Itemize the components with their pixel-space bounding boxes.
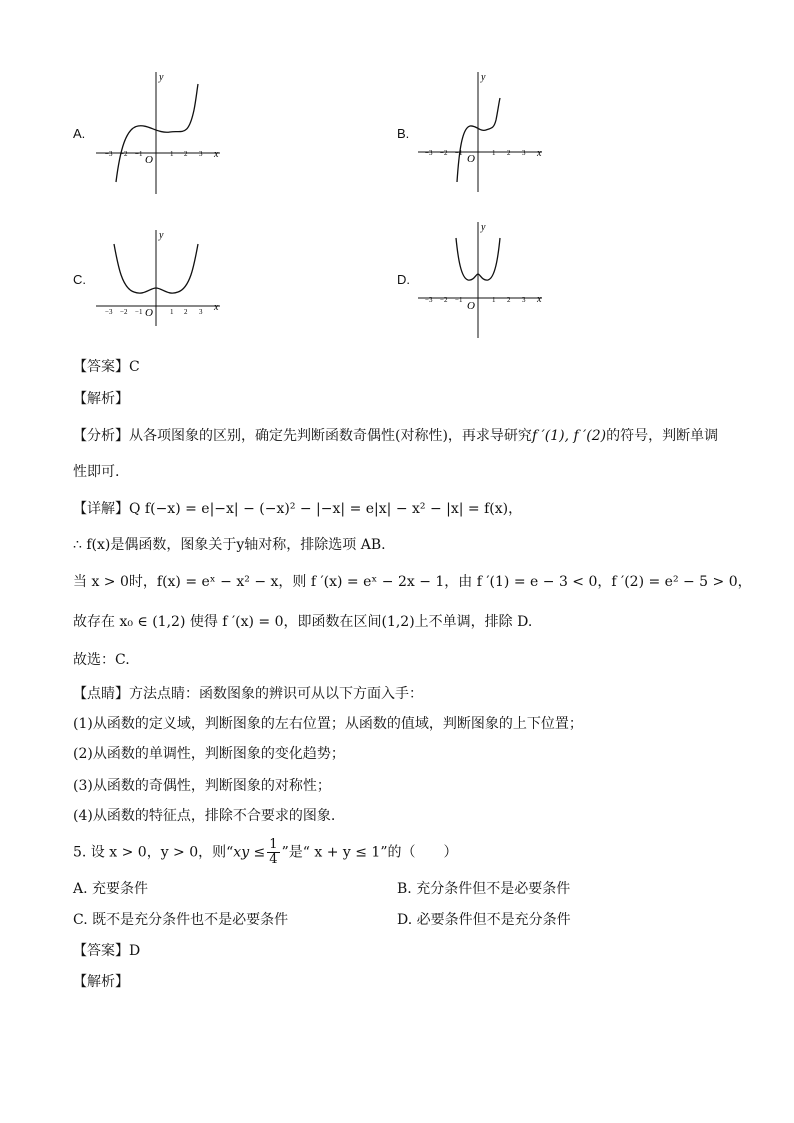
dianjing-text: 方法点睛：函数图象的辨识可从以下方面入手： — [129, 686, 423, 702]
tick-neg3: −3 — [105, 308, 113, 316]
tick-1: 1 — [492, 149, 496, 157]
fenxi-tag: 【分析】 — [73, 428, 129, 444]
q5-option-b-label: B. — [397, 881, 412, 897]
option-d-label: D. — [397, 272, 410, 287]
graph-c — [96, 226, 226, 330]
dianjing-item-3: (3)从函数的奇偶性，判断图象的对称性； — [73, 778, 331, 794]
q5-stem-c: ”是“ x + y ≤ 1”的（ ） — [281, 844, 458, 861]
tick-neg1: −1 — [135, 150, 143, 158]
fenxi-text: 从各项图象的区别，确定先判断函数奇偶性(对称性)，再求导研究 — [129, 428, 532, 444]
x-axis-label: x — [537, 294, 542, 305]
tick-1: 1 — [170, 150, 174, 158]
q5-option-c-text: 既不是充分条件也不是必要条件 — [92, 912, 289, 928]
q5-frac-num: 1 — [269, 837, 278, 852]
x-axis-label: x — [214, 149, 219, 160]
tick-2: 2 — [507, 296, 511, 304]
xiangjie-line-1 — [73, 499, 522, 519]
q5-option-d-text: 必要条件但不是充分条件 — [416, 912, 571, 928]
tick-neg3: −3 — [425, 149, 433, 157]
tick-3: 3 — [199, 150, 203, 158]
q5-option-a[interactable] — [73, 879, 148, 899]
q5-frac-den: 4 — [269, 852, 278, 867]
tick-neg1: −1 — [455, 149, 463, 157]
x-axis-label: x — [537, 148, 542, 159]
answer-tag: 【答案】 — [73, 359, 129, 375]
fenxi-line-1 — [73, 426, 718, 446]
origin-label: O — [467, 300, 475, 312]
xiangjie-eq: Q f(−x) = e|−x| − (−x)² − |−x| = e|x| − x² − |x| = f(x)， — [129, 501, 523, 517]
q5-fraction — [267, 838, 279, 867]
q5-option-d-label: D. — [397, 912, 413, 928]
q5-option-c-label: C. — [73, 912, 88, 928]
tick-neg1: −1 — [455, 296, 463, 304]
fenxi-expr: f ′(1), f ′(2) — [531, 428, 607, 444]
dianjing-tag: 【点睛】 — [73, 686, 129, 702]
q5-option-c[interactable] — [73, 910, 288, 930]
x-axis-label: x — [214, 302, 219, 313]
xiangjie-line-4: 故存在 x₀ ∈ (1,2) 使得 f ′(x) = 0，即函数在区间(1,2)上不单调，排除 D. — [73, 614, 533, 630]
tick-3: 3 — [522, 149, 526, 157]
q5-option-d[interactable] — [397, 910, 571, 930]
xiangjie-line-2: ∴ f(x)是偶函数，图象关于y轴对称，排除选项 AB. — [73, 537, 386, 553]
tick-3: 3 — [522, 296, 526, 304]
origin-label: O — [145, 307, 153, 319]
q5-option-a-text: 充要条件 — [92, 881, 149, 897]
origin-label: O — [145, 154, 153, 166]
tick-neg3: −3 — [105, 150, 113, 158]
answer-value: D — [129, 943, 141, 959]
guxuan: 故选：C. — [73, 652, 130, 668]
tick-2: 2 — [184, 150, 188, 158]
xiangjie-tag: 【详解】 — [73, 501, 129, 517]
graph-d — [418, 218, 548, 346]
graph-a — [96, 70, 226, 204]
tick-neg3: −3 — [425, 296, 433, 304]
tick-neg2: −2 — [440, 296, 448, 304]
dianjing-item-4: (4)从函数的特征点，排除不合要求的图象. — [73, 808, 336, 824]
tick-2: 2 — [184, 308, 188, 316]
graph-b — [418, 70, 548, 204]
tick-neg1: −1 — [135, 308, 143, 316]
dianjing-intro — [73, 684, 423, 704]
answer-q5 — [73, 941, 140, 961]
tick-neg2: −2 — [120, 308, 128, 316]
fenxi-line-2: 性即可. — [73, 464, 120, 480]
q5-option-a-label: A. — [73, 881, 88, 897]
tick-neg2: −2 — [120, 150, 128, 158]
tick-2: 2 — [507, 149, 511, 157]
q5-stem — [73, 838, 457, 867]
tick-3: 3 — [199, 308, 203, 316]
y-axis-label: y — [481, 222, 486, 233]
tick-1: 1 — [492, 296, 496, 304]
answer-tag: 【答案】 — [73, 943, 129, 959]
answer-q4 — [73, 357, 140, 377]
q5-stem-b: xy ≤ — [233, 844, 266, 861]
answer-value: C — [129, 359, 140, 375]
analysis-header-2: 【解析】 — [73, 974, 129, 990]
option-b-label: B. — [397, 126, 410, 141]
option-c-label: C. — [73, 272, 86, 287]
origin-label: O — [467, 153, 475, 165]
dianjing-item-1: (1)从函数的定义域，判断图象的左右位置；从函数的值域，判断图象的上下位置； — [73, 716, 583, 732]
tick-1: 1 — [170, 308, 174, 316]
y-axis-label: y — [481, 72, 486, 83]
q5-option-b[interactable] — [397, 879, 570, 899]
q5-option-b-text: 充分条件但不是必要条件 — [416, 881, 571, 897]
curve-a — [116, 84, 198, 182]
q5-stem-a: 5. 设 x > 0，y > 0，则“ — [73, 844, 234, 861]
dianjing-item-2: (2)从函数的单调性，判断图象的变化趋势； — [73, 746, 345, 762]
analysis-header: 【解析】 — [73, 391, 129, 407]
y-axis-label: y — [159, 230, 164, 241]
fenxi-text-end: 的符号，判断单调 — [606, 428, 719, 444]
xiangjie-line-3: 当 x > 0时，f(x) = eˣ − x² − x，则 f ′(x) = eˣ − 2x − 1，由 f ′(1) = e − 3 < 0，f ′(2) = e² − 5 > 0， — [73, 574, 752, 590]
option-a-label: A. — [73, 126, 86, 141]
tick-neg2: −2 — [440, 149, 448, 157]
y-axis-label: y — [159, 72, 164, 83]
